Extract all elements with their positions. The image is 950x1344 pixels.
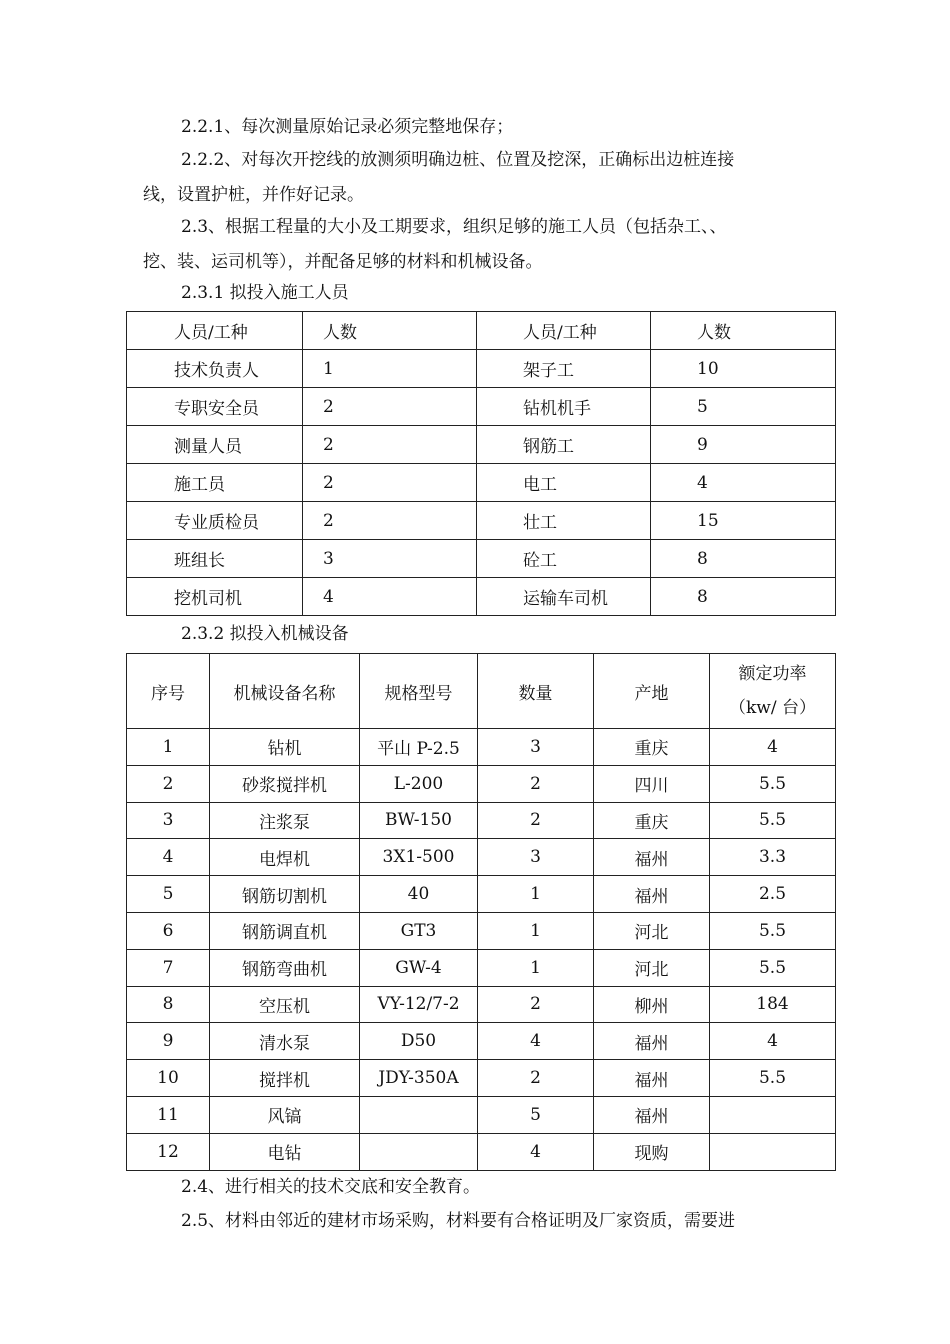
table-cell: 砂浆搅拌机: [210, 765, 360, 802]
table-cell: 电焊机: [210, 839, 360, 876]
header-cell: 人数: [303, 312, 477, 350]
table-cell: 2.5: [710, 876, 836, 913]
paragraph-text: 2.2.2、对每次开挖线的放测须明确边桩、位置及挖深，正确标出边桩连接: [181, 150, 735, 170]
table-cell: 现购: [594, 1133, 710, 1170]
table-cell: 风镐: [210, 1096, 360, 1133]
table-cell: 1: [478, 876, 594, 913]
header-cell: [710, 654, 836, 729]
table-cell: 测量人员: [127, 426, 303, 464]
table-cell: GT3: [360, 912, 478, 949]
table-row: [127, 949, 836, 986]
table-cell: 技术负责人: [127, 350, 303, 388]
table-cell: 15: [651, 502, 836, 540]
paragraph-2-5: [143, 1204, 823, 1239]
table-row: [127, 1133, 836, 1170]
table-row: [127, 802, 836, 839]
table-row: [127, 876, 836, 913]
table-cell: 河北: [594, 949, 710, 986]
table-cell: 4: [710, 729, 836, 766]
table-cell: 1: [478, 912, 594, 949]
table-row: [127, 426, 836, 464]
table-cell: 福州: [594, 1023, 710, 1060]
table-cell: 4: [651, 464, 836, 502]
table-cell: 柳州: [594, 986, 710, 1023]
table-row: [127, 502, 836, 540]
table-cell: 架子工: [477, 350, 651, 388]
table-cell: 2: [478, 765, 594, 802]
table-cell: 钢筋调直机: [210, 912, 360, 949]
table-cell: 2: [478, 802, 594, 839]
table-cell: 砼工: [477, 540, 651, 578]
table-row: [127, 1023, 836, 1060]
equipment-header-row: [127, 654, 836, 729]
table-cell: 搅拌机: [210, 1060, 360, 1097]
header-cell: 产地: [594, 654, 710, 729]
table-cell: 10: [127, 1060, 210, 1097]
table-cell: 1: [303, 350, 477, 388]
table-cell: 5.5: [710, 1060, 836, 1097]
table-cell: 2: [303, 502, 477, 540]
table-cell: VY-12/7-2: [360, 986, 478, 1023]
table-cell: 5.5: [710, 802, 836, 839]
table-cell: 1: [127, 729, 210, 766]
table-cell: 3.3: [710, 839, 836, 876]
table-cell: 7: [127, 949, 210, 986]
table-cell: 8: [651, 578, 836, 616]
header-cell: 序号: [127, 654, 210, 729]
table-cell: 3: [478, 729, 594, 766]
table-row: [127, 729, 836, 766]
header-text: 额定功率: [738, 664, 807, 684]
table-cell: 专职安全员: [127, 388, 303, 426]
table-cell: 5.5: [710, 765, 836, 802]
table-cell: 10: [651, 350, 836, 388]
table-cell: 挖机司机: [127, 578, 303, 616]
table-cell: 2: [478, 986, 594, 1023]
table-cell: 壮工: [477, 502, 651, 540]
table-cell: 注浆泵: [210, 802, 360, 839]
paragraph-text: 2.4、进行相关的技术交底和安全教育。: [181, 1177, 481, 1197]
table-cell: 钻机机手: [477, 388, 651, 426]
paragraph-text: 线，设置护桩，并作好记录。: [143, 185, 364, 205]
table-cell: 四川: [594, 765, 710, 802]
table-cell: 3X1-500: [360, 839, 478, 876]
table-cell: 2: [127, 765, 210, 802]
header-cell: 机械设备名称: [210, 654, 360, 729]
table-row: [127, 464, 836, 502]
table-cell: 钢筋工: [477, 426, 651, 464]
table-cell: 2: [303, 464, 477, 502]
table-cell: 钢筋弯曲机: [210, 949, 360, 986]
table-cell: 40: [360, 876, 478, 913]
table-cell: 空压机: [210, 986, 360, 1023]
table-cell: GW-4: [360, 949, 478, 986]
paragraph-text: 2.3、根据工程量的大小及工期要求，组织足够的施工人员（包括杂工、、: [181, 217, 727, 237]
table-cell: 重庆: [594, 802, 710, 839]
table-cell: 福州: [594, 1060, 710, 1097]
table-cell: D50: [360, 1023, 478, 1060]
table-row: [127, 912, 836, 949]
table-cell: 专业质检员: [127, 502, 303, 540]
table-cell: 福州: [594, 839, 710, 876]
header-cell: 数量: [478, 654, 594, 729]
table-cell: 福州: [594, 876, 710, 913]
table-cell: 钢筋切割机: [210, 876, 360, 913]
paragraph-2-4: [143, 1170, 823, 1205]
table-cell: 运输车司机: [477, 578, 651, 616]
header-cell: 规格型号: [360, 654, 478, 729]
table-cell: [360, 1096, 478, 1133]
table-cell: 9: [127, 1023, 210, 1060]
table-cell: 2: [303, 426, 477, 464]
paragraph-2-2-1: [143, 110, 823, 145]
table-row: [127, 578, 836, 616]
table-cell: 12: [127, 1133, 210, 1170]
header-cell: 人员/工种: [127, 312, 303, 350]
table-row: [127, 986, 836, 1023]
table-row: [127, 388, 836, 426]
header-cell: 人员/工种: [477, 312, 651, 350]
staff-table-caption: 2.3.1 拟投入施工人员: [181, 283, 349, 303]
table-cell: 4: [303, 578, 477, 616]
equipment-table: [126, 653, 836, 1171]
table-row: [127, 839, 836, 876]
table-cell: [710, 1096, 836, 1133]
table-cell: 2: [478, 1060, 594, 1097]
table-cell: 4: [478, 1133, 594, 1170]
table-row: [127, 350, 836, 388]
paragraph-text: 2.2.1、每次测量原始记录必须完整地保存；: [181, 117, 514, 137]
table-cell: 3: [127, 802, 210, 839]
paragraph-text: 挖、装、运司机等），并配备足够的材料和机械设备。: [143, 252, 543, 272]
paragraph-text: 2.5、材料由邻近的建材市场采购，材料要有合格证明及厂家资质，需要进: [181, 1211, 736, 1231]
table-cell: 施工员: [127, 464, 303, 502]
table-cell: 清水泵: [210, 1023, 360, 1060]
header-text: （kw/ 台）: [729, 698, 816, 718]
table-cell: 重庆: [594, 729, 710, 766]
table-cell: 5: [478, 1096, 594, 1133]
table-cell: 5.5: [710, 912, 836, 949]
table-cell: [360, 1133, 478, 1170]
table-cell: 11: [127, 1096, 210, 1133]
table-cell: 5.5: [710, 949, 836, 986]
table-cell: [710, 1133, 836, 1170]
equipment-table-caption: 2.3.2 拟投入机械设备: [181, 624, 349, 644]
table-cell: 8: [127, 986, 210, 1023]
table-cell: 8: [651, 540, 836, 578]
table-cell: 9: [651, 426, 836, 464]
table-cell: 3: [478, 839, 594, 876]
paragraph-2-2-2: [143, 143, 823, 213]
table-cell: 钻机: [210, 729, 360, 766]
table-cell: 4: [127, 839, 210, 876]
staff-table: [126, 311, 836, 616]
table-cell: 电钻: [210, 1133, 360, 1170]
staff-header-row: [127, 312, 836, 350]
table-cell: L-200: [360, 765, 478, 802]
table-cell: 6: [127, 912, 210, 949]
table-cell: 福州: [594, 1096, 710, 1133]
table-cell: 4: [710, 1023, 836, 1060]
table-cell: BW-150: [360, 802, 478, 839]
table-cell: 班组长: [127, 540, 303, 578]
header-cell: 人数: [651, 312, 836, 350]
table-cell: 1: [478, 949, 594, 986]
table-cell: JDY-350A: [360, 1060, 478, 1097]
table-row: [127, 765, 836, 802]
table-cell: 3: [303, 540, 477, 578]
table-cell: 5: [651, 388, 836, 426]
paragraph-2-3: [143, 210, 823, 280]
table-row: [127, 1096, 836, 1133]
table-cell: 4: [478, 1023, 594, 1060]
table-cell: 2: [303, 388, 477, 426]
table-cell: 电工: [477, 464, 651, 502]
table-row: [127, 540, 836, 578]
table-cell: 184: [710, 986, 836, 1023]
table-row: [127, 1060, 836, 1097]
table-cell: 平山 P-2.5: [360, 729, 478, 766]
table-cell: 河北: [594, 912, 710, 949]
table-cell: 5: [127, 876, 210, 913]
